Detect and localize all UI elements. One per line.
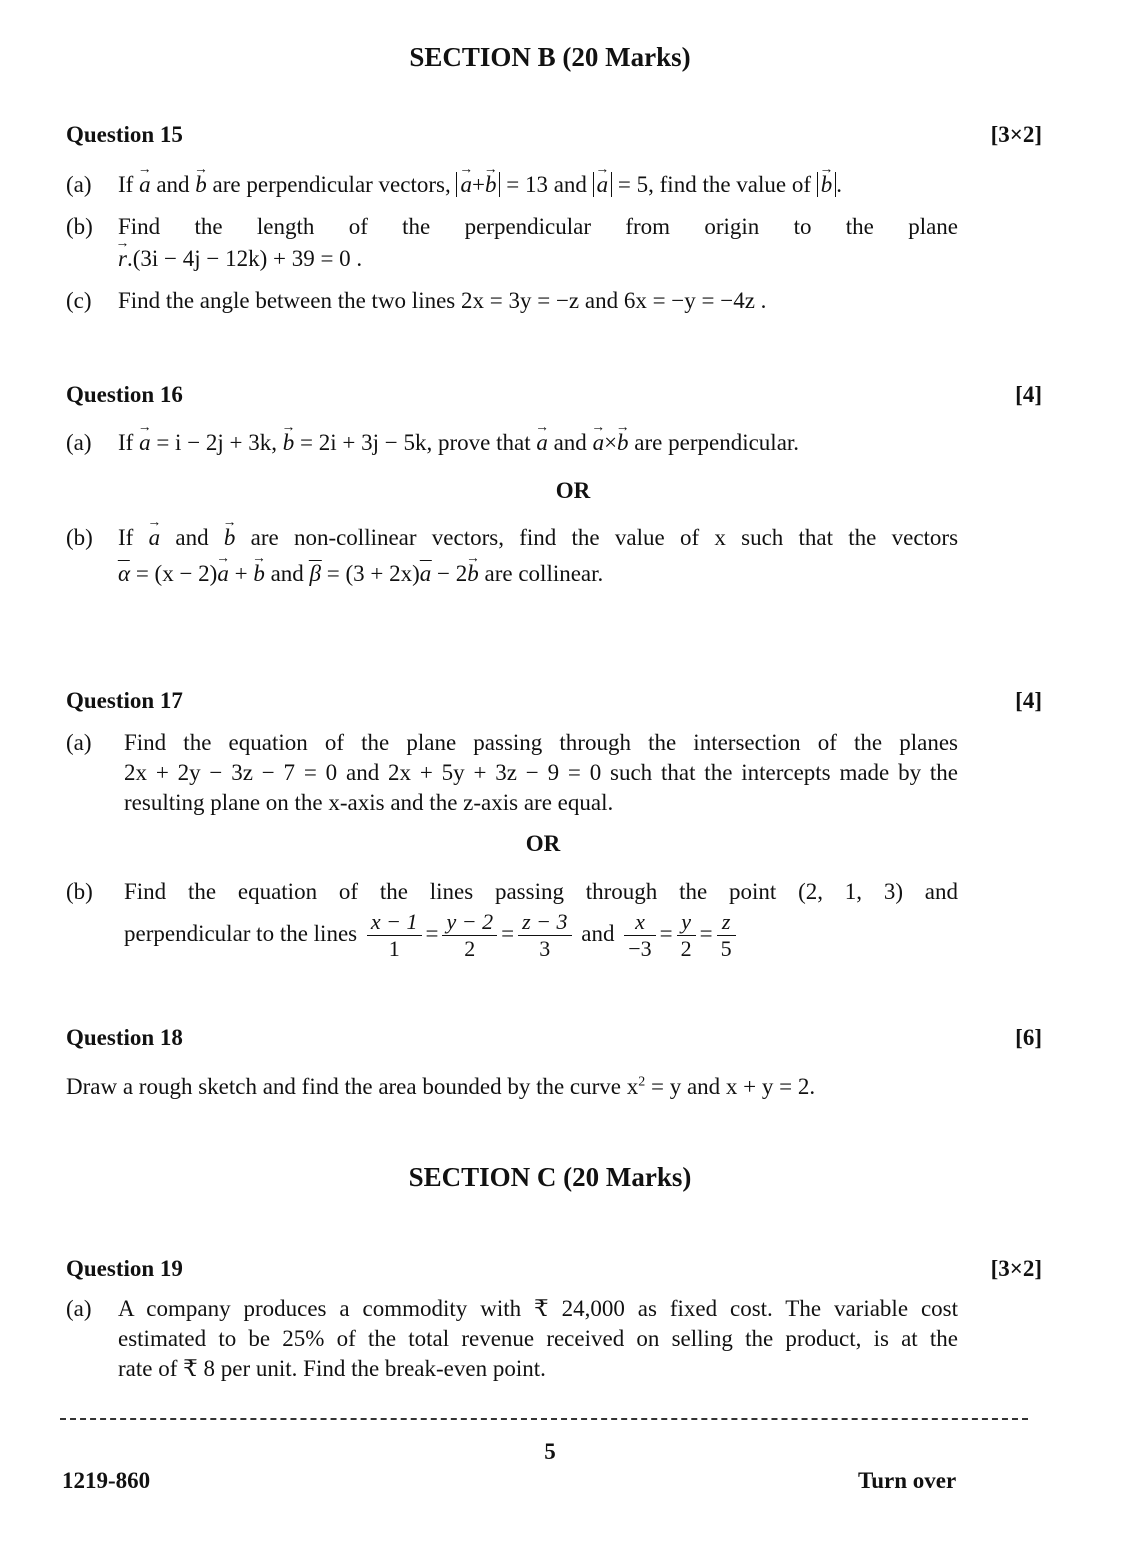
question-17-part-a: (a) Find the equation of the plane passing through the intersection of the planes 2x + 2y − 3z − 7 = 0 and 2x + 5y + 3z − 9 = 0 such that the intercepts made by the resulting plane on the x-axis and the z-axis are equal. bbox=[66, 730, 958, 815]
plane-equation: → r.(3i − 4j − 12k) + 39 = 0 . bbox=[118, 244, 958, 274]
question-17-heading bbox=[66, 686, 1042, 716]
question-16-heading bbox=[66, 380, 1042, 410]
question-15-marks: [3×2] bbox=[990, 122, 1042, 147]
magnitude-a: → a bbox=[593, 172, 613, 197]
vector-a: → a bbox=[139, 170, 151, 200]
collinear-vectors: α = (x − 2)→ a + → b and β = (3 + 2x)a − 2→ b are collinear. bbox=[118, 559, 958, 589]
question-17-marks: [4] bbox=[1015, 688, 1042, 713]
footer-divider bbox=[60, 1418, 1028, 1420]
question-19-title: Question 19 bbox=[66, 1256, 183, 1281]
question-15-heading bbox=[66, 120, 1042, 150]
part-label: (a) bbox=[66, 1296, 92, 1321]
question-15-part-c-text: Find the angle between the two lines 2x = 3y = −z and 6x = −y = −4z . bbox=[118, 288, 767, 313]
part-label: (b) bbox=[66, 214, 93, 239]
question-15-part-a: (a) If → a and → b are perpendicular vectors, → a+→ b = 13 and → a = 5, find the value of → b . bbox=[66, 170, 958, 200]
or-separator: OR bbox=[525, 831, 561, 856]
question-15-part-c bbox=[66, 286, 958, 316]
question-19-part-a: (a) A company produces a commodity with ₹ 24,000 as fixed cost. The variable cost estimated to be 25% of the total revenue received on selling the product, is at the rate of ₹ 8 per unit. Find the break-even point. bbox=[66, 1296, 958, 1381]
question-18-marks: [6] bbox=[1015, 1025, 1042, 1050]
question-16-part-b: (b) If → a and → b are non-collinear vectors, find the value of x such that the vectors α = (x − 2)→ a + → b and β = (3 + 2x)a − 2→ b are collinear. bbox=[66, 523, 958, 589]
question-15-part-b bbox=[66, 212, 958, 274]
section-c-title: SECTION C (20 Marks) bbox=[408, 1162, 692, 1192]
vector-b: → b bbox=[195, 170, 207, 200]
question-15-part-b-text: Find the length of the perpendicular from origin to the plane bbox=[118, 214, 958, 239]
or-separator: OR bbox=[555, 478, 591, 503]
question-18-heading bbox=[66, 1023, 1042, 1053]
question-18-title: Question 18 bbox=[66, 1025, 183, 1050]
page-number: 5 bbox=[544, 1439, 556, 1464]
question-16-marks: [4] bbox=[1015, 382, 1042, 407]
magnitude-a-plus-b: → a+→ b bbox=[456, 172, 500, 197]
paper-code: 1219-860 bbox=[62, 1468, 151, 1493]
part-label: (b) bbox=[66, 879, 93, 904]
question-16-part-a: (a) If → a = i − 2j + 3k, → b = 2i + 3j − 5k, prove that → a and → a×→ b are perpendicular. bbox=[66, 428, 958, 458]
section-b-title: SECTION B (20 Marks) bbox=[409, 42, 691, 72]
question-15-title: Question 15 bbox=[66, 122, 183, 147]
part-label: (a) bbox=[66, 730, 92, 755]
question-17-title: Question 17 bbox=[66, 688, 183, 713]
part-label: (a) bbox=[66, 430, 92, 455]
magnitude-b: → b bbox=[817, 172, 837, 197]
part-label: (b) bbox=[66, 525, 93, 550]
turn-over-label: Turn over bbox=[858, 1468, 957, 1493]
part-label: (c) bbox=[66, 288, 92, 313]
question-17-part-b: (b) Find the equation of the lines passing through the point (2, 1, 3) and perpendicular to the lines $\frac{x - 1}{1}$ = $\frac{y - 2}{2}$ = $\frac{z - 3}{3}$ and $\frac{x}{-3}$ = $\frac{y}{2}$ = $\frac{z}{5}$ bbox=[66, 879, 958, 962]
question-18-text: Draw a rough sketch and find the area bounded by the curve $x^2 = y$ and x + y = 2. bbox=[66, 1074, 816, 1099]
question-16-title: Question 16 bbox=[66, 382, 183, 407]
question-19-marks: [3×2] bbox=[990, 1256, 1042, 1281]
part-label: (a) bbox=[66, 172, 92, 197]
question-19-heading bbox=[66, 1254, 1042, 1284]
lines-equations: perpendicular to the lines $\frac{x - 1}{1}$ = $\frac{y - 2}{2}$ = $\frac{z - 3}{3}$ and $\frac{x}{-3}$ = $\frac{y}{2}$ = $\frac{z}{5}$ bbox=[124, 909, 958, 963]
